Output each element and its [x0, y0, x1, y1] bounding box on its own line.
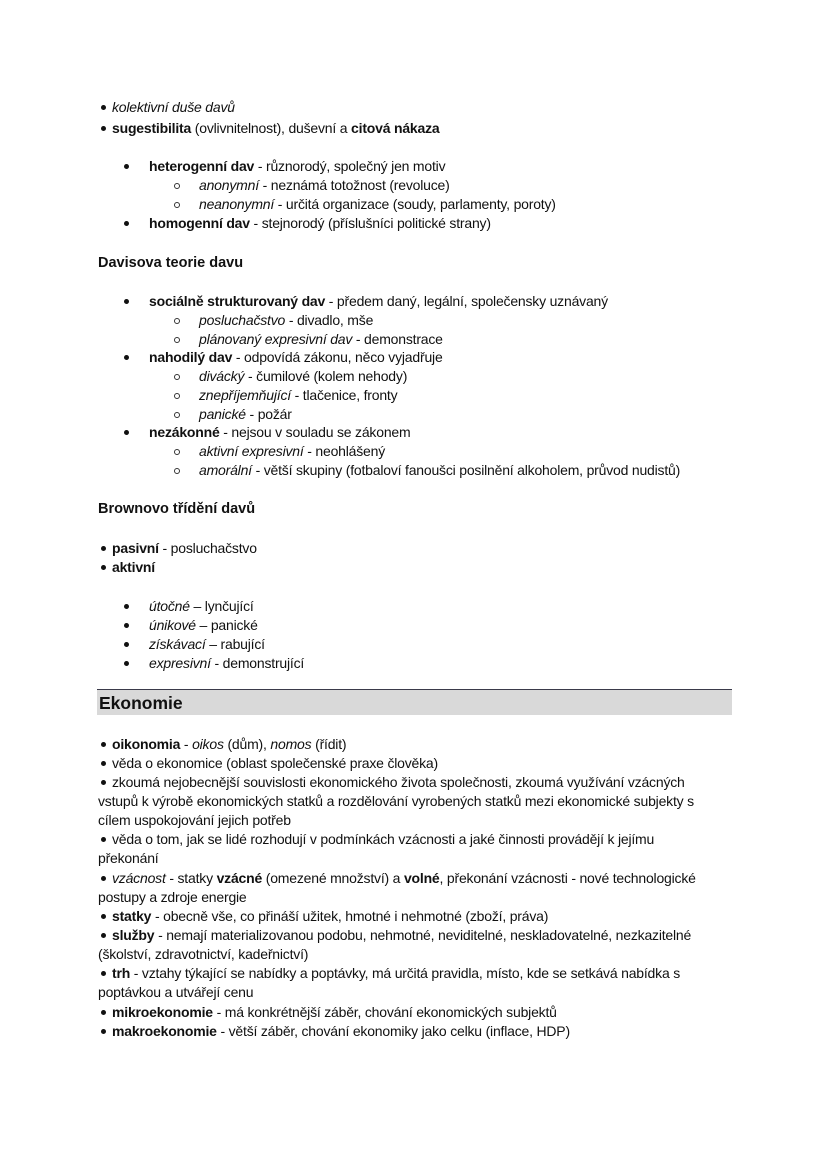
text: – panické — [195, 617, 258, 633]
list-item — [199, 330, 443, 349]
list-item-continuation: vstupů k výrobě ekonomických statků a rozdělování vyrobených statků mezi ekonomické subjekty s — [98, 793, 694, 809]
text: - má konkrétnější záběr, chování ekonomických subjektů — [212, 1004, 557, 1020]
term: mikroekonomie — [112, 1004, 213, 1020]
bullet-icon — [101, 914, 106, 919]
list-item-continuation: postupy a zdroje energie — [98, 889, 247, 905]
bullet-icon — [124, 221, 129, 226]
circle-bullet-icon — [174, 468, 180, 474]
term: volné — [403, 870, 440, 886]
list-item — [112, 964, 680, 983]
list-item-continuation: poptávkou a utvářejí cenu — [98, 984, 254, 1000]
list-item: věda o ekonomice (oblast společenské praxe člověka) — [112, 755, 438, 771]
term: panické — [199, 406, 246, 422]
term: služby — [112, 927, 155, 943]
term: sugestibilita — [112, 120, 192, 136]
list-item — [149, 214, 491, 233]
list-item: zkoumá nejobecnější souvislosti ekonomického života společnosti, zkoumá využívání vzácných — [112, 774, 685, 790]
text: - obecně vše, co přináší užitek, hmotné i nehmotné (zboží, práva) — [151, 908, 549, 924]
bullet-icon — [124, 355, 129, 360]
bullet-icon — [101, 742, 106, 747]
bullet-icon — [101, 1029, 106, 1034]
text: - nejsou v souladu se zákonem — [219, 424, 411, 440]
text: - demonstrující — [210, 655, 305, 671]
text: - stejnorodý (příslušníci politické strany) — [249, 215, 491, 231]
list-item — [149, 654, 304, 673]
list-item — [199, 311, 373, 330]
term: neanonymní — [199, 196, 275, 212]
text: (dům), — [223, 736, 271, 752]
section-heading-bar — [97, 689, 732, 715]
term: anonymní — [199, 177, 259, 193]
text: - tlačenice, fronty — [290, 387, 398, 403]
text: - nemají materializovanou podobu, nehmotné, neviditelné, neskladovatelné, nezkazitelné — [154, 927, 692, 943]
text: - — [180, 736, 193, 752]
bullet-icon — [101, 1010, 106, 1015]
bullet-icon — [124, 642, 129, 647]
bullet-icon — [124, 623, 129, 628]
text: - posluchačstvo — [158, 540, 257, 556]
term: oikonomia — [112, 736, 181, 752]
bullet-icon — [101, 780, 106, 785]
list-item — [112, 1003, 557, 1022]
circle-bullet-icon — [174, 393, 180, 399]
term: heterogenní dav — [149, 158, 255, 174]
term: makroekonomie — [112, 1023, 217, 1039]
text: - divadlo, mše — [285, 312, 374, 328]
bullet-icon — [101, 971, 106, 976]
circle-bullet-icon — [174, 412, 180, 418]
text: - odpovídá zákonu, něco vyjadřuje — [232, 349, 443, 365]
term: znepříjemňující — [199, 387, 291, 403]
circle-bullet-icon — [174, 374, 180, 380]
section-heading-ekonomie: Ekonomie — [99, 693, 183, 713]
term: pasivní — [112, 540, 159, 556]
circle-bullet-icon — [174, 202, 180, 208]
term: posluchačstvo — [199, 312, 286, 328]
term: divácký — [199, 368, 245, 384]
list-item — [112, 119, 440, 138]
list-item — [112, 907, 548, 926]
text: – lynčující — [189, 598, 254, 614]
text: - větší skupiny (fotbaloví fanoušci posilnění alkoholem, průvod nudistů) — [251, 462, 681, 478]
bullet-icon — [124, 661, 129, 666]
term: homogenní dav — [149, 215, 250, 231]
term: statky — [112, 908, 152, 924]
term: nahodilý dav — [149, 349, 233, 365]
section-heading-davis: Davisova teorie davu — [98, 255, 244, 271]
list-item — [199, 442, 385, 461]
bullet-icon — [101, 565, 106, 570]
list-item — [149, 157, 445, 176]
bullet-icon — [101, 761, 106, 766]
text: – rabující — [205, 636, 265, 652]
list-item — [112, 926, 691, 945]
list-item — [149, 423, 410, 442]
list-item — [149, 292, 608, 311]
list-item — [149, 348, 443, 367]
term: získávací — [149, 636, 206, 652]
text: - různorodý, společný jen motiv — [254, 158, 446, 174]
text: - neohlášený — [303, 443, 386, 459]
bullet-icon — [101, 837, 106, 842]
list-item — [149, 616, 258, 635]
term: plánovaný expresivní dav — [199, 331, 353, 347]
term: vzácné — [216, 870, 263, 886]
bullet-icon — [101, 105, 106, 110]
term: trh — [112, 965, 131, 981]
term: nezákonné — [149, 424, 220, 440]
list-item — [149, 635, 265, 654]
term: citová nákaza — [351, 120, 440, 136]
text: - určitá organizace (soudy, parlamenty, poroty) — [274, 196, 556, 212]
circle-bullet-icon — [174, 183, 180, 189]
bullet-icon — [101, 933, 106, 938]
list-item — [199, 367, 407, 386]
term: oikos — [192, 736, 224, 752]
text: - neznámá totožnost (revoluce) — [258, 177, 450, 193]
list-item — [112, 735, 346, 754]
list-item-continuation: (školství, zdravotnictví, kadeřnictví) — [98, 946, 309, 962]
circle-bullet-icon — [174, 318, 180, 324]
bullet-icon — [101, 546, 106, 551]
list-item — [199, 386, 397, 405]
list-item-continuation: překonání — [98, 850, 159, 866]
list-item — [199, 176, 450, 195]
list-item — [112, 539, 257, 558]
list-item — [112, 558, 155, 577]
circle-bullet-icon — [174, 337, 180, 343]
list-item — [199, 461, 680, 480]
text: - vztahy týkající se nabídky a poptávky, má určitá pravidla, místo, kde se setkává nabídka s — [130, 965, 681, 981]
circle-bullet-icon — [174, 449, 180, 455]
list-item — [149, 597, 254, 616]
term: nomos — [270, 736, 312, 752]
term: aktivní expresivní — [199, 443, 304, 459]
term: vzácnost — [112, 870, 166, 886]
term: sociálně strukturovaný dav — [149, 293, 326, 309]
text: , překonání vzácnosti - nové technologické — [439, 870, 696, 886]
list-item — [112, 1022, 570, 1041]
term: aktivní — [112, 559, 155, 575]
list-item — [199, 405, 292, 424]
bullet-icon — [101, 126, 106, 131]
text: - větší záběr, chování ekonomiky jako celku (inflace, HDP) — [216, 1023, 570, 1039]
section-heading-brown: Brownovo třídění davů — [98, 501, 256, 517]
list-item — [112, 869, 696, 888]
bullet-icon — [124, 430, 129, 435]
list-item — [199, 195, 556, 214]
text: - demonstrace — [352, 331, 443, 347]
term: únikové — [149, 617, 196, 633]
bullet-icon — [124, 299, 129, 304]
text: (řídit) — [311, 736, 347, 752]
text: - čumilové (kolem nehody) — [244, 368, 408, 384]
list-item-continuation: cílem uspokojování jejich potřeb — [98, 812, 291, 828]
bullet-icon — [124, 604, 129, 609]
term: útočné — [149, 598, 190, 614]
text: - předem daný, legální, společensky uznávaný — [325, 293, 608, 309]
text: (ovlivnitelnost), duševní a — [191, 120, 352, 136]
text: - statky — [165, 870, 217, 886]
bullet-icon — [124, 164, 129, 169]
list-item: kolektivní duše davů — [112, 99, 235, 115]
list-item: věda o tom, jak se lidé rozhodují v podmínkách vzácnosti a jaké činnosti provádějí k jejímu — [112, 831, 655, 847]
term: amorální — [199, 462, 252, 478]
text: - požár — [245, 406, 292, 422]
bullet-icon — [101, 876, 106, 881]
term: expresivní — [149, 655, 211, 671]
text: (omezené množství) a — [262, 870, 404, 886]
